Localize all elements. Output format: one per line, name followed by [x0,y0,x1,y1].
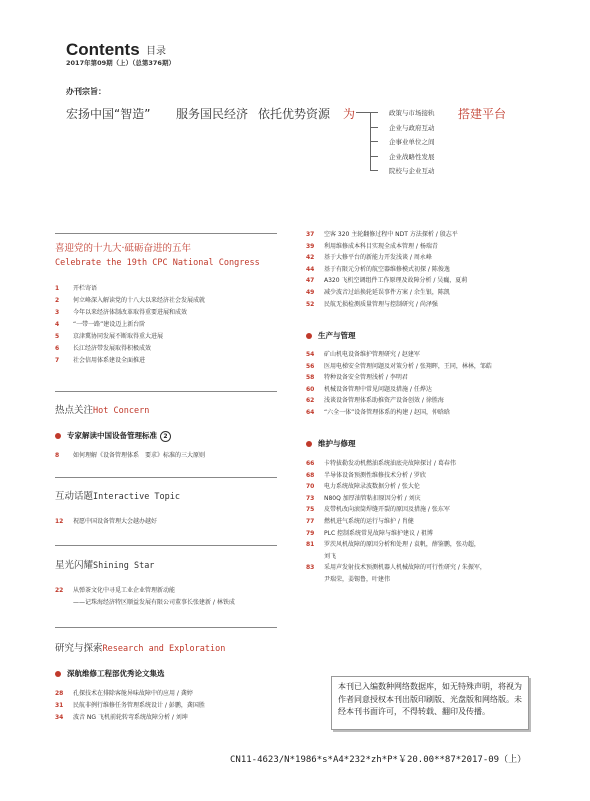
list-item[interactable]: 42 基于大修平台的新能力开发浅谈 / 周永峰 [306,254,432,262]
slogan-3: 依托优势资源 [258,107,331,121]
subhead-papers: 深航维修工程部优秀论文集选 [55,668,165,679]
list-item[interactable]: 68 半导体设备预测性维修技术分析 / 罗欣 [306,471,426,479]
list-item[interactable]: 58 特种设备安全管理浅析 / 李明君 [306,374,408,382]
section-title-interactive: 互动话题Interactive Topic [55,491,181,502]
branch-tick [370,170,378,171]
right-list-2 [306,351,492,421]
list-item[interactable]: 62 浅谈设备管理体系助推资产设备创效 / 徐胜海 [306,397,444,405]
divider [55,477,277,478]
footer-code: CN11-4623/N*1986*s*A4*232*zh*P*￥20.00**87*2017-09（上） [230,755,527,765]
list-item[interactable]: 3 今年以来经济体制改革取得重要进展和成效 [55,309,188,316]
congress-list [55,285,205,369]
branch-item: 企事业单位之间 [389,138,435,146]
slogan-5: 搭建平台 [458,107,507,121]
bullet-dot [55,433,61,439]
divider [55,545,277,546]
slogan-4: 为 [343,107,356,121]
list-item[interactable]: 6 长江经济带发展取得积极成效 [55,345,152,352]
copyright-notice: 本刊已入编数种网络数据库，如无特殊声明，将视为作者同意授权本刊出版印刷版、光盘版和网络版。未经本刊书面许可，不得转载、翻印及传播。 [331,676,529,730]
page-title: Contents [66,40,140,59]
branch-tick [370,127,378,128]
list-item[interactable]: 8 如何理解《设备管理体系 要求》标准的三大原则 [55,452,206,459]
divider [55,627,277,628]
right-list-3 [306,460,486,611]
branch-connector [356,112,370,113]
list-item[interactable]: 刘飞 [324,552,337,560]
branch-item: 企业与政府互动 [389,124,435,132]
list-item[interactable]: 83 采用声发射技术预测机器人机械故障的可行性研究 / 朱振军， [306,564,486,572]
section-title-star: 星光闪耀Shining Star [55,560,155,571]
divider [55,391,277,392]
list-item[interactable]: 7 社会信用体系建设全面推进 [55,357,146,364]
mission-label: 办刊宗旨： [66,87,106,96]
list-item[interactable]: 31 民航非例行维修任务管理系统设计 / 彭鹏，龚国胜 [55,702,205,709]
list-item[interactable]: 5 京津冀协同发展不断取得重大进展 [55,333,164,340]
branch-tick [370,156,378,157]
right-list-1 [306,231,467,312]
list-item[interactable] [306,588,486,600]
list-item[interactable]: 12 祝愿中国设备管理大会越办越好 [55,518,158,525]
list-item[interactable]: 52 民航无损检测质量管理与控制研究 / 尚泽强 [306,300,438,308]
divider [55,233,277,234]
list-item[interactable]: 56 医用电梯安全管理问题及对策分析 / 张翔晖，王同，林林，邹皓 [306,362,492,370]
list-item[interactable]: 1 开栏寄语 [55,285,98,292]
slogan-2: 服务国民经济 [176,107,249,121]
section-title-congress: 喜迎党的十九大·砥砺奋进的五年 [55,243,192,254]
list-item[interactable]: 79 PLC 控制系统常见故障与维护建议 / 祖博 [306,529,433,537]
circle-number: 2 [160,431,171,442]
list-item[interactable]: 73 N80Q 加厚油管粘扣原因分析 / 刘庆 [306,494,421,502]
section-title-research: 研究与探索Research and Exploration [55,643,226,654]
bullet-dot [306,333,312,339]
research-list [55,690,205,726]
section-title-hot: 热点关注Hot Concern [55,405,150,416]
list-item[interactable]: 39 利用维修成本科目实现全成本管理 / 杨瑞青 [306,242,438,250]
list-item[interactable]: 34 波音 NG 飞机前轮转弯系统故障分析 / 刘坤 [55,714,188,721]
bullet-dot [55,671,61,677]
list-item[interactable]: 2 何立峰深入解读党的十八大以来经济社会发展成就 [55,297,206,304]
list-item[interactable]: 54 矿山机电设备维护管理研究 / 赵建军 [306,351,420,358]
list-item[interactable]: 64 “六全一体”设备管理体系的构建 / 赵国，仲晗晗 [306,408,451,416]
branch-item: 企业战略性发展 [389,153,435,161]
list-item[interactable]: 尹瑞荣，姜锡鲁，叶建伟 [324,575,391,583]
list-item[interactable]: 22 从弹茶文化中寻觅工业企业管理新动能 [55,587,176,594]
list-item[interactable]: 70 电力系统故障录波数据分析 / 张大伦 [306,483,420,491]
list-item[interactable]: 66 卡特拔勒发动机燃油系统油底壳故障探讨 / 葛春伟 [306,460,456,467]
page-title-cn: 目录 [146,46,166,57]
branch-item: 院校与企业互动 [389,167,435,175]
list-item[interactable]: 28 孔探技术在排除客舱异味故障中的应用 / 龚婷 [55,690,193,697]
subhead-production: 生产与管理 [306,330,356,341]
branch-tick [370,112,378,113]
subhead-standards: 专家解读中国设备管理标准 2 [55,430,171,442]
slogan-1: 宏扬中国“智造” [66,107,151,121]
list-item[interactable] [306,599,486,611]
list-item[interactable]: 49 减少波音过站换轮延误事件方案 / 余生银，陈凯 [306,288,450,296]
section-title-congress-en: Celebrate the 19th CPC National Congress [55,258,260,268]
list-item[interactable]: 4 “一带一路”建设迈上新台阶 [55,321,146,328]
subhead-maintenance: 维护与修理 [306,438,356,449]
list-item[interactable]: 60 机械设备管理中常见问题及措施 / 任烨达 [306,385,432,393]
list-item-subline: ——记珠海经济特区顺益发展有限公司董事长张建新 / 林铁成 [73,599,235,606]
list-item[interactable]: 75 皮带机改向滚筒焊缝开裂的原因及措施 / 张东军 [306,506,450,514]
branch-item: 政策与市场接轨 [389,109,435,117]
list-item[interactable]: 81 罗茨风机故障的原因分析和处理 / 袁帆，薛鉴鹏，张功超， [306,541,480,549]
list-item[interactable]: 47 A320 飞机空调组件工作原理及故障分析 / 吴巍，夏莉 [306,277,468,285]
list-item[interactable]: 44 基于有限元分析的航空器维修模式初探 / 陈俊逸 [306,265,450,273]
list-item[interactable]: 77 燃机进气系统的运行与维护 / 肖健 [306,517,414,525]
list-item[interactable]: 37 空客 320 主轮翻修过程中 NDT 方法探析 / 殷志平 [306,231,458,238]
branch-tick [370,141,378,142]
bullet-dot [306,441,312,447]
issue-number: 2017年第09期（上）（总第376期） [66,59,175,67]
